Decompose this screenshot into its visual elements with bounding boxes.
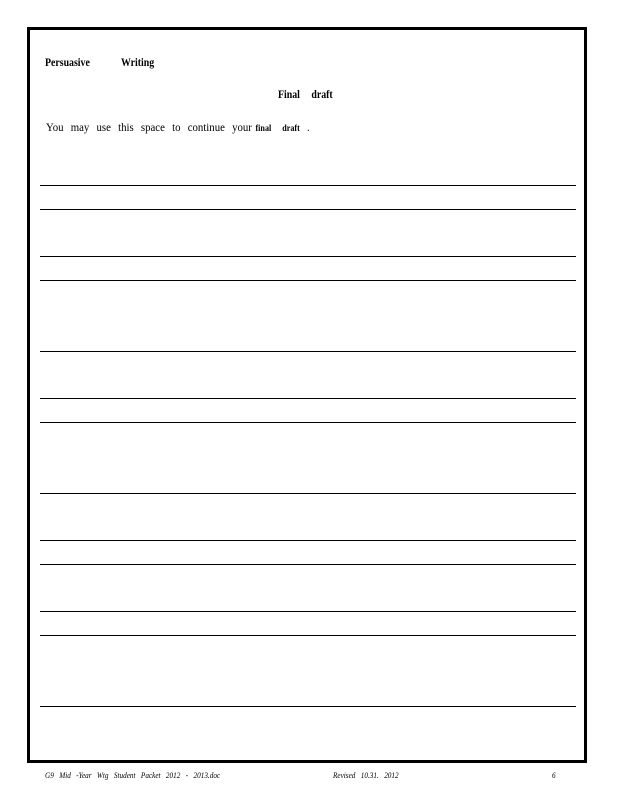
instruction-text: You may use this space to continue your xyxy=(46,120,252,134)
page-border xyxy=(27,27,587,763)
header-word-persuasive: Persuasive xyxy=(45,55,90,69)
instruction-line xyxy=(46,120,310,135)
writing-line xyxy=(40,398,576,399)
footer-revised-date: Revised 10.31. 2012 xyxy=(333,771,399,780)
writing-line xyxy=(40,256,576,257)
instruction-period: . xyxy=(307,120,310,134)
footer-page-number: 6 xyxy=(552,771,556,780)
writing-line xyxy=(40,706,576,707)
writing-line xyxy=(40,564,576,565)
heading-word-final: Final xyxy=(278,87,300,101)
header-word-writing: Writing xyxy=(120,55,155,69)
section-heading xyxy=(278,87,333,102)
document-header xyxy=(45,55,154,70)
writing-line xyxy=(40,635,576,636)
instruction-emphasis: final draft xyxy=(255,123,300,133)
writing-line xyxy=(40,611,576,612)
writing-line xyxy=(40,540,576,541)
writing-line xyxy=(40,280,576,281)
writing-line xyxy=(40,351,576,352)
writing-line xyxy=(40,493,576,494)
heading-word-draft: draft xyxy=(311,87,333,101)
writing-line xyxy=(40,422,576,423)
footer-filename: G9 Mid -Year Wtg Student Packet 2012 - 2013.doc xyxy=(45,771,221,780)
writing-line xyxy=(40,185,576,186)
writing-line xyxy=(40,209,576,210)
